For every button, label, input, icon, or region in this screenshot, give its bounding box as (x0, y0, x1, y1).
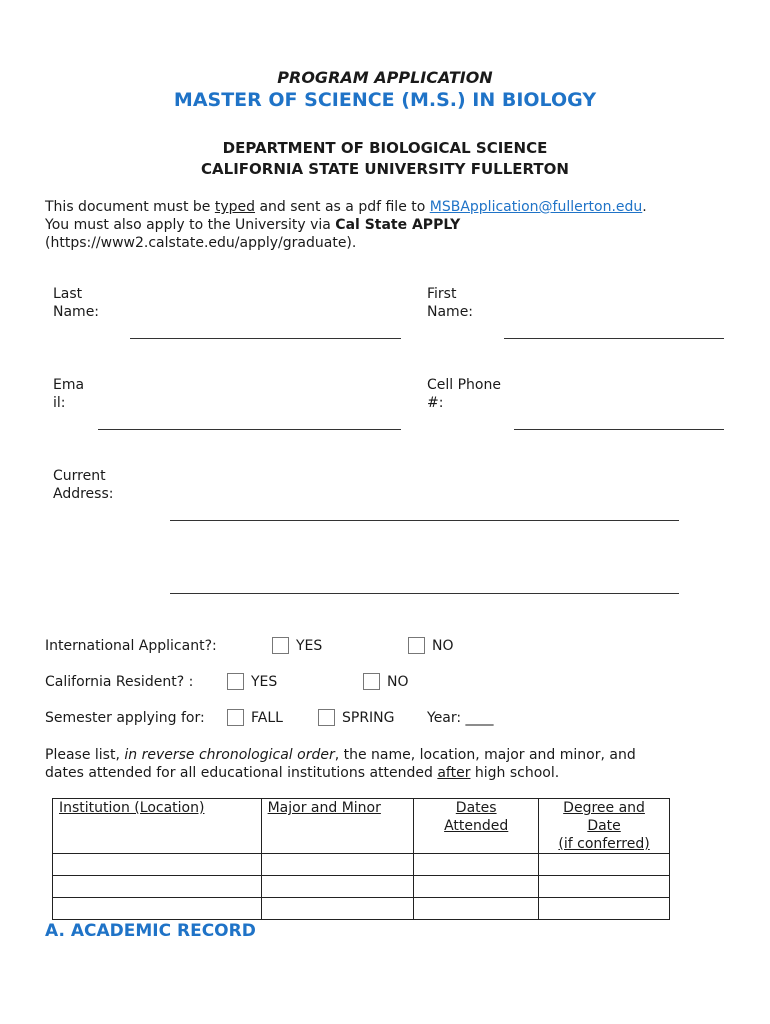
year-field[interactable]: Year: ____ (427, 710, 494, 726)
table-row (53, 854, 670, 876)
email-label: Ema il: (53, 377, 85, 411)
university-heading: CALIFORNIA STATE UNIVERSITY FULLERTON (201, 160, 569, 178)
international-no-label: NO (432, 638, 454, 654)
last-name-label: Last Name: (53, 286, 100, 320)
table-cell[interactable] (539, 854, 670, 876)
typed-emphasis: typed (214, 199, 256, 215)
table-cell[interactable] (414, 898, 539, 920)
intro-line-1: This document must be typed and sent as a pdf file to MSBApplication@fullerton.edu. (45, 199, 647, 215)
cell-phone-label: Cell Phone #: (427, 377, 501, 411)
table-cell[interactable] (53, 876, 262, 898)
first-name-field[interactable] (504, 338, 724, 339)
degree-title: MASTER OF SCIENCE (M.S.) IN BIOLOGY (173, 89, 597, 111)
address-label: Current Address: (53, 468, 114, 502)
department-heading: DEPARTMENT OF BIOLOGICAL SCIENCE (222, 139, 548, 157)
col-institution: Institution (Location) (53, 799, 262, 854)
table-header-row (53, 799, 670, 854)
education-table (52, 798, 670, 920)
california-yes-checkbox[interactable] (227, 673, 244, 690)
fall-label: FALL (251, 710, 283, 726)
table-cell[interactable] (261, 898, 414, 920)
table-cell[interactable] (414, 876, 539, 898)
california-resident-label: California Resident? : (45, 674, 194, 690)
international-applicant-label: International Applicant?: (45, 638, 217, 654)
col-degree-date: Degree and Date (if conferred) (539, 799, 670, 854)
address-field-line-2[interactable] (170, 593, 679, 594)
table-cell[interactable] (539, 876, 670, 898)
table-row (53, 898, 670, 920)
table-cell[interactable] (539, 898, 670, 920)
col-major-minor: Major and Minor (261, 799, 414, 854)
spring-checkbox[interactable] (318, 709, 335, 726)
address-field-line-1[interactable] (170, 520, 679, 521)
cal-state-apply: Cal State APPLY (335, 217, 461, 233)
california-yes-label: YES (251, 674, 278, 690)
table-cell[interactable] (261, 854, 414, 876)
intro-line-2: You must also apply to the University via Cal State APPLY (45, 217, 461, 233)
spring-label: SPRING (342, 710, 395, 726)
table-row (53, 876, 670, 898)
education-instructions-line-2: dates attended for all educational institutions attended after high school. (45, 765, 560, 781)
program-application-heading: PROGRAM APPLICATION (277, 68, 493, 87)
email-link[interactable]: MSBApplication@fullerton.edu (429, 199, 643, 215)
intro-line-3: (https://www2.calstate.edu/apply/graduate). (45, 235, 357, 251)
table-cell[interactable] (414, 854, 539, 876)
california-no-label: NO (387, 674, 409, 690)
cell-phone-field[interactable] (514, 429, 724, 430)
table-cell[interactable] (53, 898, 262, 920)
fall-checkbox[interactable] (227, 709, 244, 726)
table-cell[interactable] (53, 854, 262, 876)
last-name-field[interactable] (130, 338, 401, 339)
semester-label: Semester applying for: (45, 710, 205, 726)
col-dates-attended: Dates Attended (414, 799, 539, 854)
first-name-label: First Name: (427, 286, 474, 320)
email-field[interactable] (98, 429, 401, 430)
california-no-checkbox[interactable] (363, 673, 380, 690)
international-yes-label: YES (296, 638, 323, 654)
international-no-checkbox[interactable] (408, 637, 425, 654)
international-yes-checkbox[interactable] (272, 637, 289, 654)
education-instructions-line-1: Please list, in reverse chronological order, the name, location, major and minor, and (45, 747, 636, 763)
table-cell[interactable] (261, 876, 414, 898)
academic-record-heading: A. ACADEMIC RECORD (45, 921, 256, 941)
